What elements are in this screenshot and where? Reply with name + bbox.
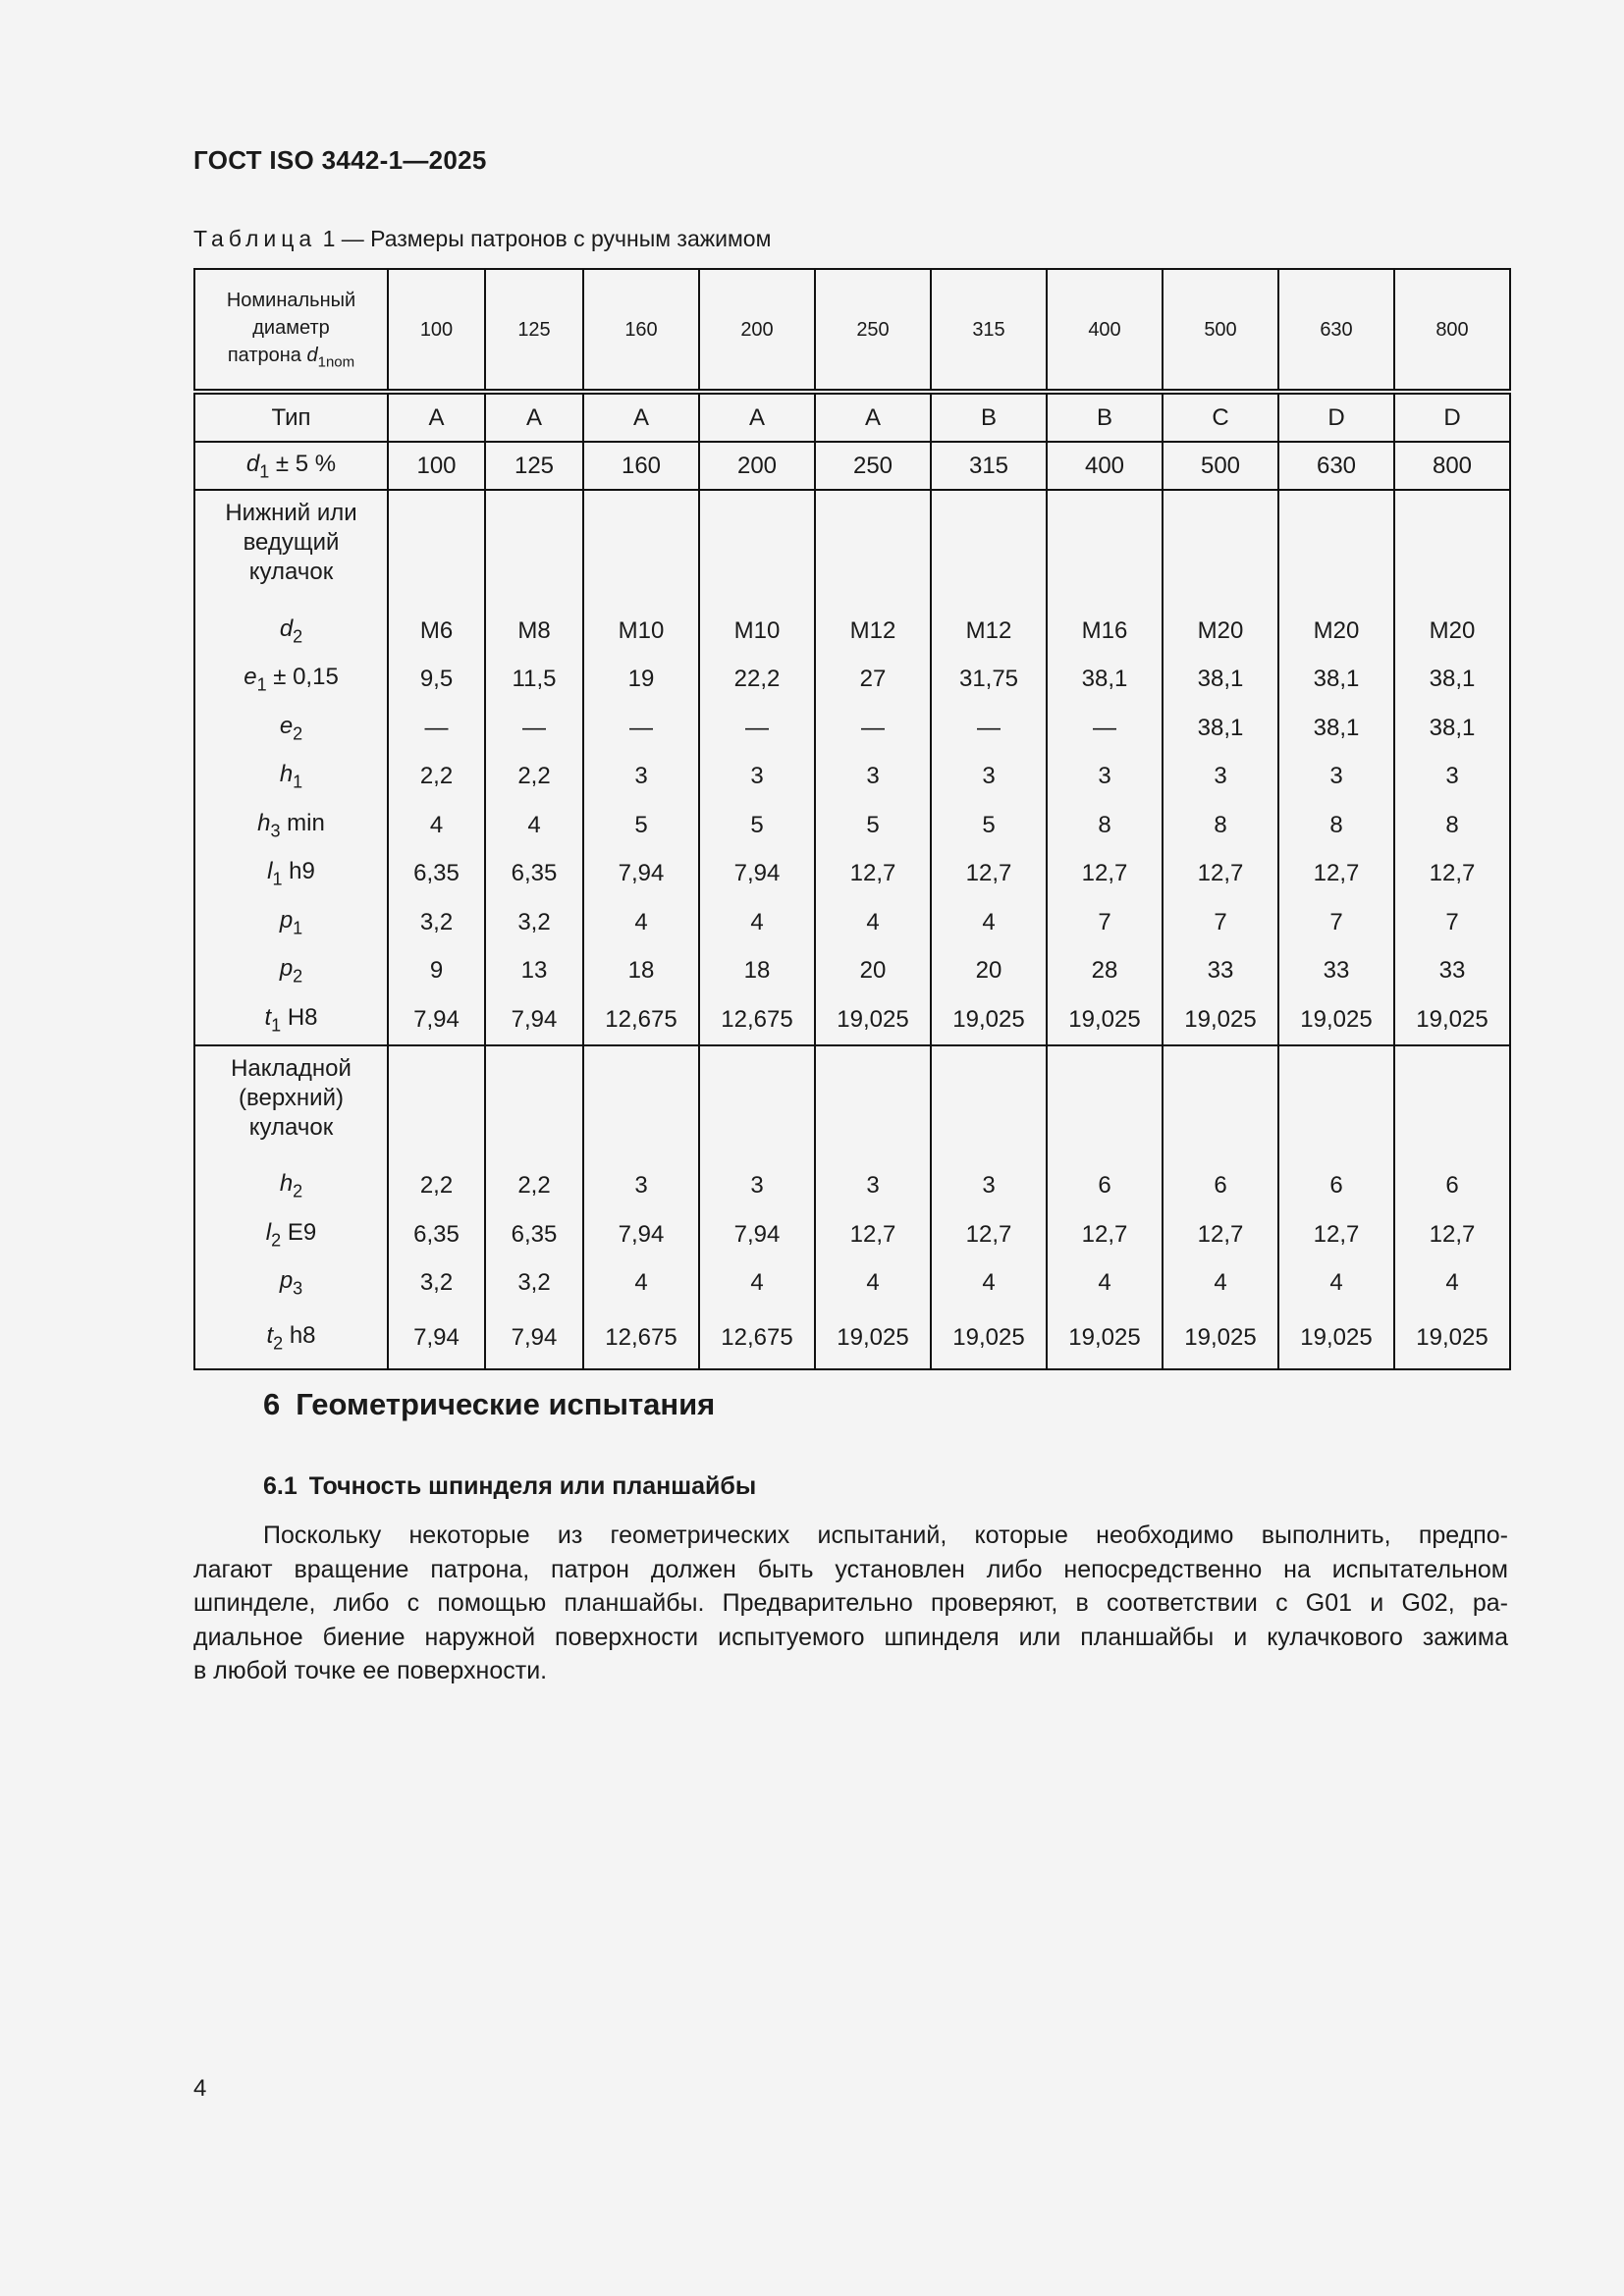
- value-cell: 3: [815, 753, 931, 802]
- value-cell: 18: [583, 947, 699, 996]
- value-cell: M10: [699, 607, 815, 656]
- type-row: [194, 392, 1510, 442]
- param-label-cell: [194, 1210, 388, 1259]
- value-cell: M20: [1278, 607, 1394, 656]
- header-label-subscript: 1nom: [317, 353, 355, 371]
- param-subscript: 3: [270, 821, 281, 841]
- section-title-text: Геометрические испытания: [296, 1387, 716, 1421]
- param-suffix: E9: [281, 1218, 317, 1246]
- param-subscript: 1: [256, 674, 267, 695]
- value-cell: 6: [1394, 1162, 1510, 1211]
- header-size-cell: 630: [1278, 269, 1394, 392]
- upper-jaw-title-line: кулачок: [248, 1113, 334, 1141]
- header-size-cell: 800: [1394, 269, 1510, 392]
- value-cell: 19,025: [1394, 1308, 1510, 1369]
- value-cell: M6: [388, 607, 485, 656]
- value-cell: —: [388, 704, 485, 753]
- table-row: [194, 1210, 1510, 1259]
- value-cell: 19,025: [815, 995, 931, 1045]
- param-suffix: h9: [282, 858, 315, 885]
- value-cell: 7,94: [583, 1210, 699, 1259]
- param-label-cell: [194, 1259, 388, 1308]
- table-row: [194, 607, 1510, 656]
- param-suffix: ± 0,15: [266, 664, 339, 691]
- param-label-cell: [194, 1308, 388, 1369]
- value-cell: 5: [583, 801, 699, 850]
- lower-jaw-title-line: кулачок: [248, 559, 334, 585]
- value-cell: 125: [485, 442, 583, 490]
- value-cell: M16: [1047, 607, 1163, 656]
- value-cell: 6,35: [388, 850, 485, 899]
- value-cell: 33: [1394, 947, 1510, 996]
- value-cell: A: [699, 392, 815, 442]
- d1-label-cell: [194, 442, 388, 490]
- value-cell: 7,94: [485, 1308, 583, 1369]
- param-variable: e: [244, 664, 257, 691]
- value-cell: 12,7: [815, 1210, 931, 1259]
- value-cell: 12,7: [931, 1210, 1047, 1259]
- value-cell: 4: [583, 1259, 699, 1308]
- value-cell: 3,2: [388, 1259, 485, 1308]
- header-size-cell: 250: [815, 269, 931, 392]
- value-cell: 3: [583, 1162, 699, 1211]
- empty-cell: [815, 490, 931, 607]
- paragraph-line: Поскольку некоторые из геометрических испытаний, которые необходимо выполнить, предпо-: [263, 1522, 1508, 1549]
- type-label-cell: Тип: [194, 392, 388, 442]
- table-caption: [193, 226, 771, 252]
- header-label-line1: Номинальный: [226, 289, 356, 311]
- value-cell: 3,2: [388, 898, 485, 947]
- table-row: [194, 753, 1510, 802]
- upper-jaw-title-row: [194, 1045, 1510, 1162]
- param-label-cell: [194, 704, 388, 753]
- value-cell: 7: [1047, 898, 1163, 947]
- empty-cell: [1047, 1045, 1163, 1162]
- table-caption-word: Таблица: [193, 226, 317, 251]
- value-cell: 500: [1163, 442, 1278, 490]
- param-variable: e: [279, 712, 294, 739]
- empty-cell: [1163, 1045, 1278, 1162]
- value-cell: A: [388, 392, 485, 442]
- paragraph-line: шпинделе, либо с помощью планшайбы. Предварительно проверяют, в соответствии с G01 и G02, ра-: [193, 1589, 1508, 1617]
- value-cell: 7,94: [699, 1210, 815, 1259]
- value-cell: A: [815, 392, 931, 442]
- value-cell: 19,025: [1047, 1308, 1163, 1369]
- value-cell: B: [1047, 392, 1163, 442]
- value-cell: 38,1: [1394, 656, 1510, 705]
- param-label-cell: [194, 898, 388, 947]
- value-cell: C: [1163, 392, 1278, 442]
- value-cell: 6,35: [485, 850, 583, 899]
- value-cell: D: [1394, 392, 1510, 442]
- value-cell: 3: [1394, 753, 1510, 802]
- value-cell: 3: [699, 753, 815, 802]
- value-cell: —: [583, 704, 699, 753]
- upper-jaw-title-line: (верхний): [239, 1084, 344, 1111]
- value-cell: 4: [931, 1259, 1047, 1308]
- subsection-title-text: Точность шпинделя или планшайбы: [308, 1472, 757, 1500]
- value-cell: A: [485, 392, 583, 442]
- document-header: ГОСТ ISO 3442-1—2025: [193, 145, 487, 175]
- value-cell: 9: [388, 947, 485, 996]
- value-cell: M10: [583, 607, 699, 656]
- value-cell: 3: [1163, 753, 1278, 802]
- value-cell: 13: [485, 947, 583, 996]
- value-cell: 4: [1278, 1259, 1394, 1308]
- param-suffix: ± 5 %: [269, 450, 337, 477]
- table-row: [194, 1162, 1510, 1211]
- value-cell: 2,2: [485, 1162, 583, 1211]
- empty-cell: [1047, 490, 1163, 607]
- param-subscript: 1: [293, 918, 303, 938]
- value-cell: —: [815, 704, 931, 753]
- param-subscript: 2: [293, 723, 303, 744]
- value-cell: 33: [1163, 947, 1278, 996]
- param-variable: l: [267, 858, 273, 885]
- value-cell: 38,1: [1163, 704, 1278, 753]
- param-subscript: 2: [271, 1230, 282, 1251]
- param-variable: d: [279, 614, 294, 642]
- value-cell: 3: [931, 753, 1047, 802]
- param-variable: h: [279, 761, 294, 788]
- value-cell: 7,94: [583, 850, 699, 899]
- value-cell: 27: [815, 656, 931, 705]
- value-cell: 19,025: [1163, 995, 1278, 1045]
- value-cell: 4: [485, 801, 583, 850]
- value-cell: 4: [931, 898, 1047, 947]
- param-subscript: 1: [259, 460, 270, 481]
- upper-jaw-title-cell: [194, 1045, 388, 1162]
- empty-cell: [1278, 1045, 1394, 1162]
- param-variable: l: [265, 1218, 272, 1246]
- value-cell: 2,2: [485, 753, 583, 802]
- value-cell: 19,025: [1278, 995, 1394, 1045]
- param-variable: p: [279, 906, 294, 934]
- chuck-dimensions-table: [193, 268, 1511, 1370]
- value-cell: —: [699, 704, 815, 753]
- value-cell: 8: [1278, 801, 1394, 850]
- value-cell: 2,2: [388, 753, 485, 802]
- header-label-variable: d: [306, 344, 318, 366]
- value-cell: 8: [1163, 801, 1278, 850]
- value-cell: 38,1: [1047, 656, 1163, 705]
- lower-jaw-title-line: ведущий: [243, 529, 340, 556]
- value-cell: 12,7: [1047, 1210, 1163, 1259]
- param-subscript: 3: [293, 1278, 303, 1299]
- table-row: [194, 704, 1510, 753]
- empty-cell: [485, 1045, 583, 1162]
- value-cell: 4: [815, 1259, 931, 1308]
- value-cell: D: [1278, 392, 1394, 442]
- value-cell: 7,94: [388, 1308, 485, 1369]
- value-cell: B: [931, 392, 1047, 442]
- empty-cell: [1278, 490, 1394, 607]
- table-body: [194, 269, 1510, 1369]
- header-label-line2: диаметр: [252, 316, 330, 339]
- value-cell: 22,2: [699, 656, 815, 705]
- value-cell: 4: [1047, 1259, 1163, 1308]
- value-cell: 19,025: [815, 1308, 931, 1369]
- value-cell: 4: [815, 898, 931, 947]
- value-cell: 12,675: [699, 1308, 815, 1369]
- param-label-cell: [194, 753, 388, 802]
- header-size-cell: 315: [931, 269, 1047, 392]
- subsection-title: [263, 1472, 756, 1501]
- table-row: [194, 995, 1510, 1045]
- value-cell: 20: [815, 947, 931, 996]
- value-cell: 12,7: [1394, 1210, 1510, 1259]
- empty-cell: [485, 490, 583, 607]
- param-variable: t: [266, 1322, 274, 1349]
- param-label-cell: [194, 607, 388, 656]
- value-cell: M12: [815, 607, 931, 656]
- param-suffix: H8: [281, 1003, 318, 1031]
- header-size-cell: 400: [1047, 269, 1163, 392]
- value-cell: M20: [1394, 607, 1510, 656]
- value-cell: 250: [815, 442, 931, 490]
- value-cell: 6: [1278, 1162, 1394, 1211]
- page-number: 4: [193, 2075, 207, 2102]
- value-cell: 6: [1047, 1162, 1163, 1211]
- value-cell: 5: [699, 801, 815, 850]
- header-size-cell: 100: [388, 269, 485, 392]
- value-cell: 3: [583, 753, 699, 802]
- value-cell: 3: [1047, 753, 1163, 802]
- value-cell: 400: [1047, 442, 1163, 490]
- empty-cell: [583, 490, 699, 607]
- value-cell: 20: [931, 947, 1047, 996]
- header-size-cell: 160: [583, 269, 699, 392]
- value-cell: 19,025: [1047, 995, 1163, 1045]
- empty-cell: [388, 1045, 485, 1162]
- value-cell: 4: [699, 1259, 815, 1308]
- header-size-cell: 200: [699, 269, 815, 392]
- value-cell: 7,94: [485, 995, 583, 1045]
- value-cell: 19: [583, 656, 699, 705]
- value-cell: 5: [815, 801, 931, 850]
- param-subscript: 2: [273, 1333, 284, 1354]
- value-cell: 12,7: [931, 850, 1047, 899]
- param-label-cell: [194, 995, 388, 1045]
- value-cell: 12,7: [1278, 1210, 1394, 1259]
- value-cell: 8: [1047, 801, 1163, 850]
- empty-cell: [699, 1045, 815, 1162]
- value-cell: M20: [1163, 607, 1278, 656]
- value-cell: 800: [1394, 442, 1510, 490]
- param-label-cell: [194, 801, 388, 850]
- param-variable: h: [279, 1170, 294, 1198]
- subsection-number: 6.1: [263, 1472, 298, 1500]
- table-row: [194, 898, 1510, 947]
- value-cell: 6,35: [388, 1210, 485, 1259]
- value-cell: 19,025: [1163, 1308, 1278, 1369]
- value-cell: 6,35: [485, 1210, 583, 1259]
- value-cell: 12,675: [699, 995, 815, 1045]
- value-cell: 12,7: [1163, 1210, 1278, 1259]
- empty-cell: [1394, 490, 1510, 607]
- value-cell: 4: [583, 898, 699, 947]
- lower-jaw-title-line: Нижний или: [225, 500, 357, 526]
- paragraph-line: в любой точке ее поверхности.: [193, 1657, 548, 1684]
- param-variable: p: [279, 955, 294, 983]
- value-cell: 33: [1278, 947, 1394, 996]
- param-suffix: h8: [283, 1322, 316, 1349]
- param-variable: d: [245, 450, 260, 477]
- value-cell: 38,1: [1394, 704, 1510, 753]
- value-cell: 11,5: [485, 656, 583, 705]
- value-cell: 38,1: [1163, 656, 1278, 705]
- value-cell: 18: [699, 947, 815, 996]
- value-cell: A: [583, 392, 699, 442]
- empty-cell: [1163, 490, 1278, 607]
- param-label-cell: [194, 1162, 388, 1211]
- lower-jaw-title-cell: [194, 490, 388, 607]
- value-cell: 7,94: [388, 995, 485, 1045]
- param-variable: h: [257, 809, 271, 836]
- value-cell: 12,7: [1394, 850, 1510, 899]
- section-title: [263, 1387, 715, 1422]
- value-cell: 31,75: [931, 656, 1047, 705]
- value-cell: 8: [1394, 801, 1510, 850]
- param-subscript: 1: [271, 1015, 282, 1036]
- table-header-row: [194, 269, 1510, 392]
- value-cell: 38,1: [1278, 656, 1394, 705]
- empty-cell: [583, 1045, 699, 1162]
- table-row: [194, 656, 1510, 705]
- value-cell: 38,1: [1278, 704, 1394, 753]
- empty-cell: [1394, 1045, 1510, 1162]
- value-cell: 3: [699, 1162, 815, 1211]
- value-cell: 5: [931, 801, 1047, 850]
- value-cell: 9,5: [388, 656, 485, 705]
- value-cell: 3: [931, 1162, 1047, 1211]
- param-label-cell: [194, 947, 388, 996]
- value-cell: 3: [1278, 753, 1394, 802]
- value-cell: 12,675: [583, 1308, 699, 1369]
- value-cell: 4: [1163, 1259, 1278, 1308]
- body-paragraph: [193, 1519, 1508, 1688]
- section-number: 6: [263, 1387, 281, 1421]
- value-cell: 7: [1394, 898, 1510, 947]
- value-cell: —: [931, 704, 1047, 753]
- header-size-cell: 500: [1163, 269, 1278, 392]
- table-row: [194, 801, 1510, 850]
- param-variable: t: [264, 1003, 272, 1031]
- header-label-cell: [194, 269, 388, 392]
- header-label-line3: патрона: [227, 344, 301, 366]
- table-row: [194, 947, 1510, 996]
- value-cell: 28: [1047, 947, 1163, 996]
- value-cell: 19,025: [931, 995, 1047, 1045]
- value-cell: 7: [1278, 898, 1394, 947]
- value-cell: 3: [815, 1162, 931, 1211]
- value-cell: 19,025: [1278, 1308, 1394, 1369]
- header-size-cell: 125: [485, 269, 583, 392]
- value-cell: 4: [699, 898, 815, 947]
- paragraph-line: диальное биение наружной поверхности испытуемого шпинделя или планшайбы и кулачкового зажима: [193, 1623, 1508, 1651]
- param-label-cell: [194, 656, 388, 705]
- value-cell: 4: [388, 801, 485, 850]
- param-subscript: 2: [293, 626, 303, 647]
- value-cell: 7,94: [699, 850, 815, 899]
- value-cell: M8: [485, 607, 583, 656]
- param-subscript: 1: [293, 772, 303, 792]
- value-cell: 630: [1278, 442, 1394, 490]
- table-row: [194, 1308, 1510, 1369]
- value-cell: 6: [1163, 1162, 1278, 1211]
- paragraph-line: лагают вращение патрона, патрон должен быть установлен либо непосредственно на испытательном: [193, 1555, 1508, 1583]
- value-cell: —: [1047, 704, 1163, 753]
- value-cell: 4: [1394, 1259, 1510, 1308]
- param-label-cell: [194, 850, 388, 899]
- empty-cell: [699, 490, 815, 607]
- empty-cell: [931, 490, 1047, 607]
- param-variable: p: [279, 1267, 294, 1295]
- value-cell: 160: [583, 442, 699, 490]
- value-cell: 12,7: [1278, 850, 1394, 899]
- value-cell: 3,2: [485, 1259, 583, 1308]
- value-cell: 12,675: [583, 995, 699, 1045]
- param-subscript: 2: [293, 966, 303, 987]
- value-cell: 3,2: [485, 898, 583, 947]
- value-cell: 12,7: [1047, 850, 1163, 899]
- lower-jaw-title-row: [194, 490, 1510, 607]
- value-cell: M12: [931, 607, 1047, 656]
- table-row: [194, 850, 1510, 899]
- table-caption-text: 1 — Размеры патронов с ручным зажимом: [316, 226, 772, 251]
- empty-cell: [388, 490, 485, 607]
- value-cell: 12,7: [815, 850, 931, 899]
- d1-row: [194, 442, 1510, 490]
- table-row: [194, 1259, 1510, 1308]
- value-cell: 200: [699, 442, 815, 490]
- param-subscript: 2: [293, 1181, 303, 1201]
- value-cell: 7: [1163, 898, 1278, 947]
- empty-cell: [815, 1045, 931, 1162]
- value-cell: 100: [388, 442, 485, 490]
- param-subscript: 1: [272, 869, 283, 889]
- param-suffix: min: [280, 809, 325, 836]
- value-cell: 315: [931, 442, 1047, 490]
- value-cell: 19,025: [1394, 995, 1510, 1045]
- value-cell: 2,2: [388, 1162, 485, 1211]
- value-cell: 19,025: [931, 1308, 1047, 1369]
- empty-cell: [931, 1045, 1047, 1162]
- value-cell: 12,7: [1163, 850, 1278, 899]
- value-cell: —: [485, 704, 583, 753]
- upper-jaw-title-line: Накладной: [231, 1054, 352, 1082]
